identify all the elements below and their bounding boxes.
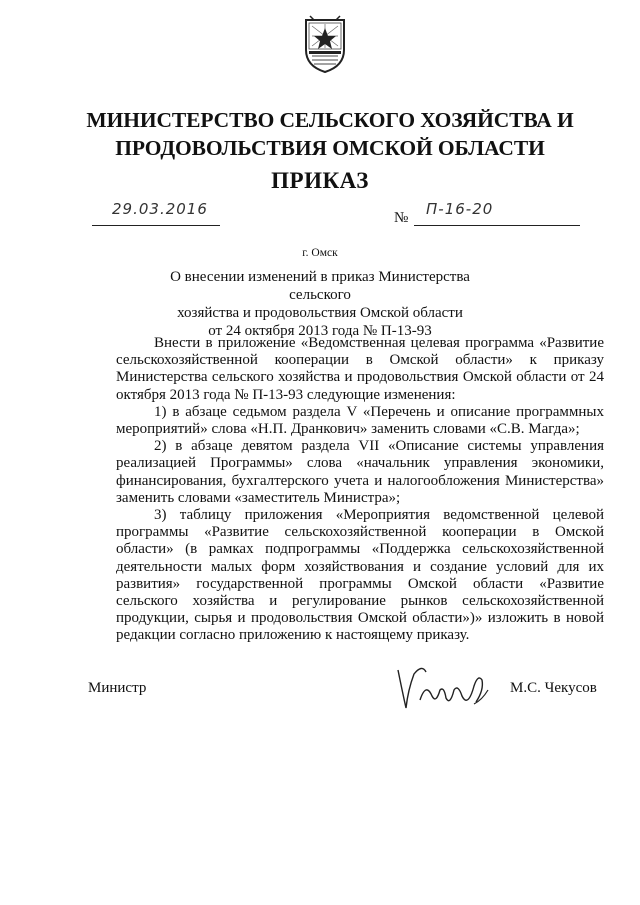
body-intro-paragraph: Внести в приложение «Ведомственная целевая программа «Развитие сельскохозяйственной кооперации в Омской области» к приказу Министерства сельского хозяйства и продовольствия Омской области от 24 октября 2013 года № П-13-93 следующие изменения: [116, 335, 604, 403]
body-item-1: 1) в абзаце седьмом раздела V «Перечень и описание программных мероприятий» слова «Н.П. Дранкович» заменить словами «С.В. Магда»; [116, 403, 604, 438]
order-date: 29.03.2016 [112, 200, 208, 218]
order-number: П-16-20 [426, 200, 494, 218]
subject-line2: хозяйства и продовольствия Омской области [177, 305, 463, 321]
handwritten-signature [392, 660, 492, 720]
signer-title: Министр [88, 680, 147, 696]
signer-name: М.С. Чекусов [510, 680, 597, 696]
ministry-name-line1: МИНИСТЕРСТВО СЕЛЬСКОГО ХОЗЯЙСТВА И [86, 108, 574, 132]
body-item-2: 2) в абзаце девятом раздела VII «Описание системы управления реализацией Программы» слова «начальник управления экономики, финансирования, бухгалтерского учета и налогообложения Министерства» заменить словами «заместитель Министра»; [116, 438, 604, 506]
omsk-coat-of-arms-icon [304, 14, 346, 74]
order-body [116, 335, 604, 645]
document-type-title: ПРИКАЗ [271, 168, 369, 193]
ministry-name-line2: ПРОДОВОЛЬСТВИЯ ОМСКОЙ ОБЛАСТИ [115, 136, 545, 160]
number-label: № [394, 210, 409, 226]
city: г. Омск [302, 247, 338, 259]
ministry-name [80, 106, 580, 162]
body-item-3: 3) таблицу приложения «Мероприятия ведомственной целевой программы «Развитие сельскохозяйственной кооперации в Омской области» (в рамках подпрограммы «Поддержка сельскохозяйственной деятельности малых форм хозяйствования и создание условий для их развития» государственной программы Омской области «Развитие сельского хозяйства и регулирование рынков сельскохозяйственной продукции, сырья и продовольствия Омской области»)» изложить в новой редакции согласно приложению к настоящему приказу. [116, 507, 604, 644]
order-subject [140, 268, 500, 340]
subject-line3: от 24 октября 2013 года № П-13-93 [208, 323, 432, 339]
subject-line1: О внесении изменений в приказ Министерства сельского [170, 269, 470, 303]
